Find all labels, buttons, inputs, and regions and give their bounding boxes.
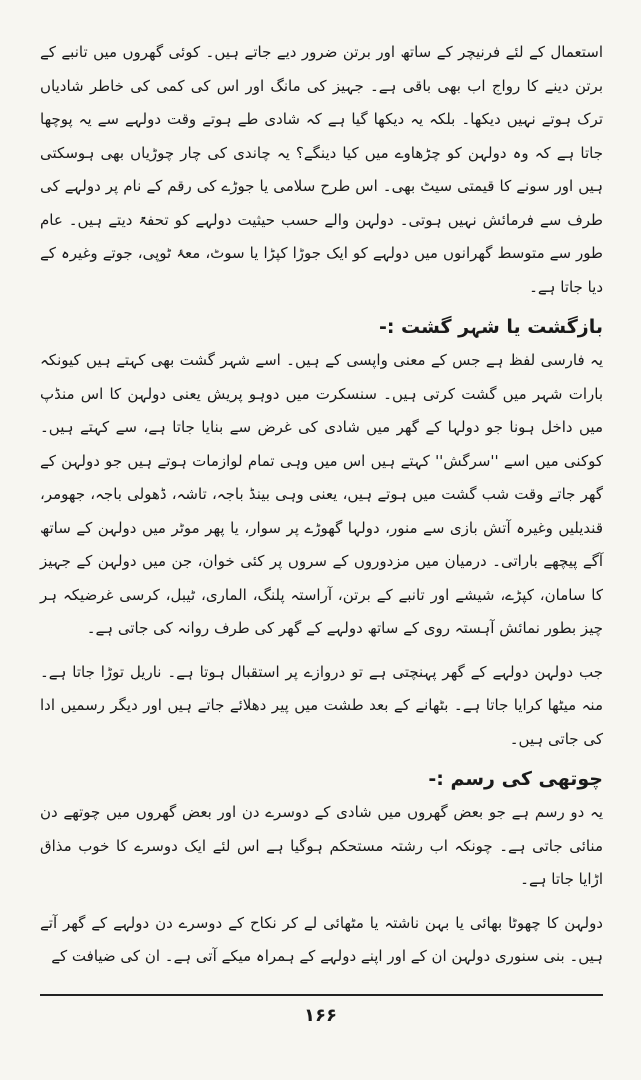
paragraph-chauthi: یہ دو رسم ہے جو بعض گھروں میں شادی کے دوسرے دن اور بعض گھروں میں چوتھے دن منائی جاتی ہے۔ چونکہ اب رشتہ مستحکم ہوگیا ہے اس لئے ایک دوسرے کا خوب مذاق اڑایا جاتا ہے۔ [40, 803, 603, 888]
page-content [40, 36, 603, 974]
heading-chauthi: چوتھی کی رسم :- [428, 768, 603, 790]
paragraph-dowry-customs: استعمال کے لئے فرنیچر کے ساتھ اور برتن ضرور دیے جاتے ہیں۔ کوئی گھروں میں تانبے کے برتن دینے کا رواج اب بھی باقی ہے۔ جہیز کی مانگ اور اس کی کمی کی خاطر شادیاں ترک ہوتے نہیں دیکھا۔ بلکہ یہ دیکھا گیا ہے کہ شادی طے ہوتے وقت دولہے سے یہ پوچھا جاتا ہے کہ وہ دولہن کو چڑھاوے میں کیا دینگے؟ یہ چاندی کی چار چوڑیاں بھی ہوسکتی ہیں اور سونے کا قیمتی سیٹ بھی۔ اس طرح سلامی یا جوڑے کی رقم کے نام پر دولہے کی طرف سے فرمائش نہیں ہوتی۔ دولہن والے حسب حیثیت دولہے کو تحفۃً دیتے ہیں۔ عام طور سے متوسط گھرانوں میں دولہے کو ایک جوڑا کپڑا یا سوٹ، معۂ ٹوپی، جوتے وغیرہ کے دیا جاتا ہے۔ [40, 43, 603, 296]
paragraph-bazgasht: یہ فارسی لفظ ہے جس کے معنی واپسی کے ہیں۔ اسے شہر گشت بھی کہتے ہیں کیونکہ بارات شہر میں گشت کرتی ہیں۔ سنسکرت میں دوہو پریش یعنی دولہن کا اس منڈپ میں داخل ہونا جو دولہا کے گھر میں شادی کی غرض سے بنایا جاتا ہے، سے کہتے ہیں۔ کوکنی میں اسے ''سرگش'' کہتے ہیں اس میں وہی تمام لوازمات ہوتے ہیں جو دولہن کے گھر جاتے وقت شب گشت میں ہوتے ہیں، یعنی وہی بینڈ باجہ، تاشہ، ڈھولی باجہ، جھومر، قندیلیں وغیرہ آتش بازی سے منور، دولہا گھوڑے پر سوار، یا پھر موٹر میں دولہن کے ساتھ آگے پیچھے باراتی۔ درمیان میں مزدوروں کے سروں پر کئی خوان، جن میں دولہن کے جہیز کا سامان، کپڑے، شیشے اور تانبے کے برتن، آراستہ پلنگ، الماری، ٹیبل، کرسی غرضیکہ ہر چیز بطور نمائش آہستہ روی کے ساتھ دولہے کے گھر کی طرف روانہ کی جاتی ہے۔ [40, 351, 603, 637]
paragraph-visit: دولہن کا چھوٹا بھائی یا بہن ناشتہ یا مٹھائی لے کر نکاح کے دوسرے دن دولہے کے گھر آتے ہیں۔ بنی سنوری دولہن ان کے اور اپنے دولہے کے ہمراہ میکے آتی ہے۔ ان کی ضیافت کے [40, 913, 603, 965]
footer-divider [40, 994, 603, 996]
heading-bazgasht: بازگشت یا شہر گشت :- [378, 316, 603, 338]
paragraph-welcome: جب دولہن دولہے کے گھر پہنچتی ہے تو دروازے پر استقبال ہوتا ہے۔ ناریل توڑا جاتا ہے۔ منہ میٹھا کرایا جاتا ہے۔ بٹھانے کے بعد طشت میں پیر دھلائے جاتے ہیں اور دیگر رسمیں ادا کی جاتی ہیں۔ [40, 662, 603, 748]
page-number: ۱۶۶ [304, 1005, 337, 1026]
